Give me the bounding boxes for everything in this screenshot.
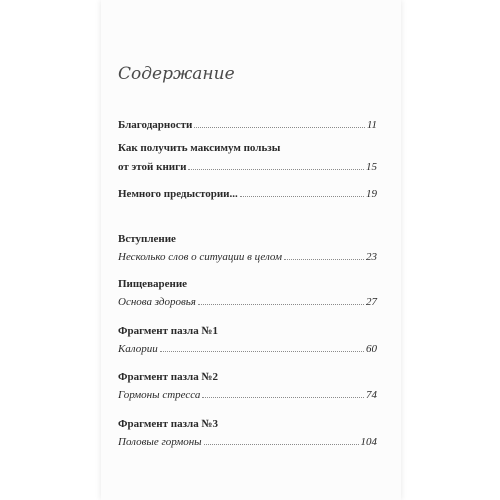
toc-page-number: 15 bbox=[366, 161, 377, 173]
dot-leader bbox=[160, 351, 364, 352]
toc-section-puzzle-2 bbox=[118, 370, 377, 402]
toc-page-number: 74 bbox=[366, 389, 377, 401]
toc-section-heading: Фрагмент пазла №2 bbox=[118, 371, 219, 383]
toc-section-subtitle: Половые гормоны bbox=[118, 436, 202, 448]
toc-section-heading: Вступление bbox=[118, 233, 176, 245]
dot-leader bbox=[188, 169, 364, 170]
dot-leader bbox=[284, 259, 364, 260]
toc-page-number: 27 bbox=[366, 296, 377, 308]
toc-section-introduction bbox=[118, 232, 377, 264]
dot-leader bbox=[240, 196, 364, 197]
dot-leader bbox=[194, 127, 364, 128]
toc-section-subtitle: Калории bbox=[118, 343, 158, 355]
toc-title: Содержание bbox=[118, 64, 235, 84]
toc-section-heading: Фрагмент пазла №3 bbox=[118, 418, 219, 430]
toc-page-number: 60 bbox=[366, 343, 377, 355]
toc-entry-acknowledgements bbox=[118, 118, 377, 132]
toc-entry-label: Немного предыстории... bbox=[118, 188, 238, 200]
toc-section-puzzle-1 bbox=[118, 324, 377, 356]
toc-page-number: 19 bbox=[366, 188, 377, 200]
toc-entry-label: Благодарности bbox=[118, 119, 193, 131]
toc-section-subtitle: Несколько слов о ситуации в целом bbox=[118, 251, 283, 263]
toc-section-heading: Пищеварение bbox=[118, 278, 188, 290]
dot-leader bbox=[198, 304, 364, 305]
book-page bbox=[101, 0, 401, 500]
toc-page-number: 104 bbox=[360, 436, 377, 448]
toc-section-puzzle-3 bbox=[118, 417, 377, 449]
toc-page-number: 23 bbox=[366, 251, 377, 263]
toc-entry-background bbox=[118, 187, 377, 201]
toc-section-subtitle: Основа здоровья bbox=[118, 296, 196, 308]
toc-entry-label-line1: Как получить максимум пользы bbox=[118, 142, 281, 154]
toc-section-digestion bbox=[118, 277, 377, 309]
toc-entry-label-line2: от этой книги bbox=[118, 161, 187, 173]
toc-section-subtitle: Гормоны стресса bbox=[118, 389, 201, 401]
dot-leader bbox=[202, 397, 364, 398]
dot-leader bbox=[204, 444, 359, 445]
toc-section-heading: Фрагмент пазла №1 bbox=[118, 325, 219, 337]
toc-entry-how-to-use bbox=[118, 141, 377, 174]
toc-page-number: 11 bbox=[366, 119, 377, 131]
